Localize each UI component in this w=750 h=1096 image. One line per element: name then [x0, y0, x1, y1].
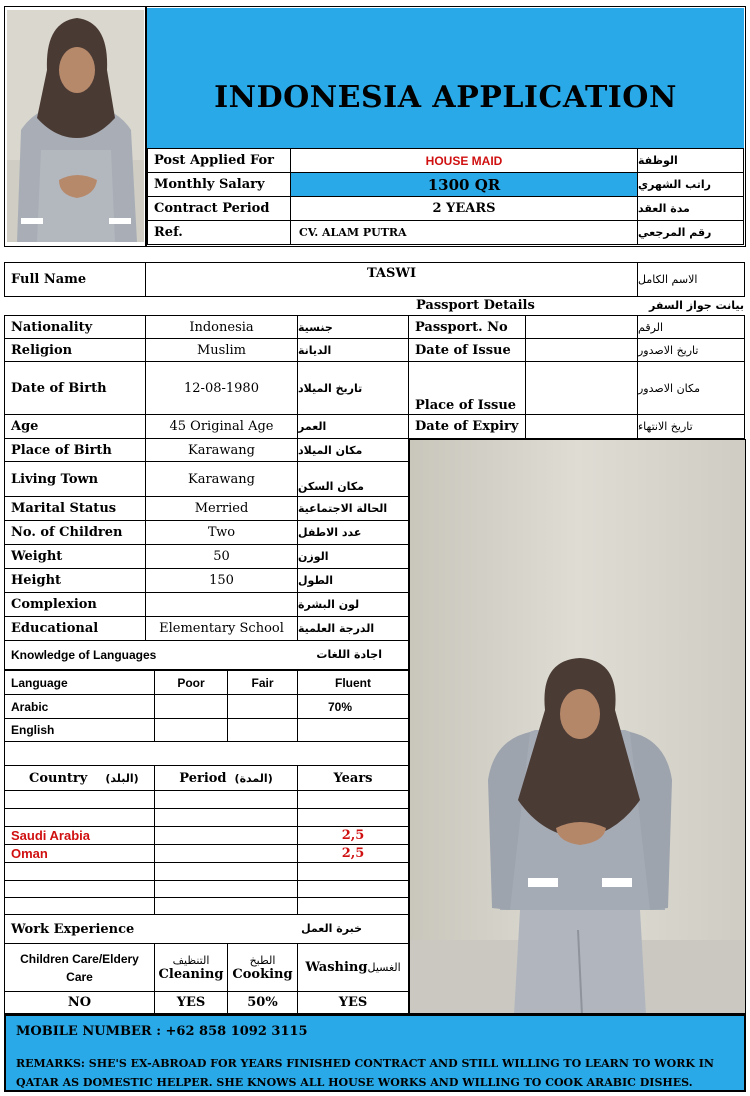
work-col-washing-en: Washing — [305, 960, 368, 975]
expiry-label: Date of Expiry — [408, 414, 526, 439]
abroad-years — [297, 808, 409, 827]
work-col-cooking — [227, 943, 298, 992]
age-value: 45 Original Age — [145, 414, 298, 439]
abroad-years — [297, 790, 409, 809]
lang-english-fluent — [297, 718, 409, 742]
religion-arabic: الديانة — [297, 338, 409, 362]
footer-box — [4, 1014, 746, 1092]
salary-label: Monthly Salary — [147, 172, 291, 197]
complexion-label: Complexion — [4, 592, 146, 617]
height-label: Height — [4, 568, 146, 593]
passport-title: Passport Details — [416, 298, 535, 313]
expiry-value — [525, 414, 638, 439]
woman-standing-icon — [410, 440, 746, 1014]
work-col-childcare — [4, 943, 155, 992]
abroad-period — [154, 790, 298, 809]
livingtown-arabic: مكان السكن — [297, 461, 409, 497]
passport-no-label: Passport. No — [408, 315, 526, 339]
lang-english-poor — [154, 718, 228, 742]
work-col-cooking-en: Cooking — [232, 966, 293, 982]
issue-date-value — [525, 338, 638, 362]
children-value: Two — [145, 520, 298, 545]
issue-place-label: Place of Issue — [408, 361, 526, 415]
abroad-years: 2,5 — [297, 826, 409, 845]
contract-arabic: مدة العقد — [637, 196, 744, 221]
birthplace-label: Place of Birth — [4, 438, 146, 462]
dob-value: 12-08-1980 — [145, 361, 298, 415]
lang-english-fair — [227, 718, 298, 742]
birthplace-value: Karawang — [145, 438, 298, 462]
ref-value: CV. ALAM PUTRA — [290, 220, 638, 245]
contract-value: 2 YEARS — [290, 196, 638, 221]
work-title-arabic: خبرة العمل — [301, 922, 362, 935]
nationality-arabic: جنسية — [297, 315, 409, 339]
weight-label: Weight — [4, 544, 146, 569]
abroad-header-country — [4, 765, 155, 791]
dob-arabic: تاريخ الميلاد — [297, 361, 409, 415]
issue-date-arabic: تاريخ الاصدور — [637, 338, 745, 362]
abroad-years — [297, 862, 409, 881]
children-label: No. of Children — [4, 520, 146, 545]
education-label: Educational — [4, 616, 146, 641]
issue-place-value — [525, 361, 638, 415]
religion-value: Muslim — [145, 338, 298, 362]
salary-arabic: راتب الشهري — [637, 172, 744, 197]
marital-label: Marital Status — [4, 496, 146, 521]
lang-arabic-fair — [227, 694, 298, 719]
age-label: Age — [4, 414, 146, 439]
abroad-header-period-ar: (المدة) — [234, 771, 273, 785]
abroad-years: 2,5 — [297, 844, 409, 863]
abroad-country — [4, 862, 155, 881]
salary-value: 1300 QR — [290, 172, 638, 197]
marital-value: Merried — [145, 496, 298, 521]
abroad-period — [154, 826, 298, 845]
mobile-number: MOBILE NUMBER : +62 858 1092 3115 — [16, 1024, 308, 1039]
abroad-header-country-en: Country — [29, 770, 88, 786]
birthplace-arabic: مكان الميلاد — [297, 438, 409, 462]
abroad-header-period-en: Period — [179, 770, 227, 786]
nationality-value: Indonesia — [145, 315, 298, 339]
abroad-header-period — [154, 765, 298, 791]
lang-arabic-fluent: 70% — [297, 694, 409, 719]
post-label: Post Applied For — [147, 148, 291, 173]
religion-label: Religion — [4, 338, 146, 362]
work-val-cleaning: YES — [154, 991, 228, 1014]
abroad-period — [154, 880, 298, 898]
languages-title-arabic: اجادة اللغات — [316, 648, 382, 661]
title-banner — [147, 8, 744, 148]
work-col-washing-ar: الغسيل — [367, 961, 401, 974]
ref-label: Ref. — [147, 220, 291, 245]
remarks: REMARKS: SHE'S EX-ABROAD FOR YEARS FINISHED CONTRACT AND STILL WILLING TO LEARN TO WORK IN QATAR AS DOMESTIC HELPER. SHE KNOWS ALL HOUSE WORKS AND WILLING TO COOK ARABIC DISHES. — [16, 1057, 714, 1089]
abroad-country — [4, 808, 155, 827]
children-arabic: عدد الاطفل — [297, 520, 409, 545]
woman-portrait-icon — [7, 10, 144, 242]
abroad-period — [154, 862, 298, 881]
work-col-cleaning-en: Cleaning — [158, 966, 224, 982]
post-arabic: الوظفة — [637, 148, 744, 173]
lang-row-english: English — [4, 718, 155, 742]
work-title: Work Experience — [11, 922, 135, 937]
portrait-photo — [7, 10, 144, 242]
abroad-period — [154, 808, 298, 827]
complexion-arabic: لون البشرة — [297, 592, 409, 617]
passport-title-arabic: بيانت جواز السفر — [649, 299, 744, 312]
marital-arabic: الحالة الاجتماعية — [297, 496, 409, 521]
education-arabic: الدرجة العلمية — [297, 616, 409, 641]
abroad-country — [4, 897, 155, 915]
height-arabic: الطول — [297, 568, 409, 593]
lang-header-fair: Fair — [227, 670, 298, 695]
work-col-cleaning-ar: التنظيف — [172, 953, 210, 967]
abroad-country: Oman — [4, 844, 155, 863]
ref-arabic: رقم المرجعي — [637, 220, 744, 245]
lang-row-arabic: Arabic — [4, 694, 155, 719]
abroad-country — [4, 880, 155, 898]
lang-header-poor: Poor — [154, 670, 228, 695]
weight-arabic: الوزن — [297, 544, 409, 569]
abroad-period — [154, 844, 298, 863]
post-value: HOUSE MAID — [290, 148, 638, 173]
full-body-photo — [409, 439, 746, 1014]
abroad-period — [154, 897, 298, 915]
fullname-arabic: الاسم الكامل — [637, 262, 745, 297]
work-col-cooking-ar: الطبخ — [249, 953, 276, 967]
work-col-washing — [297, 943, 409, 992]
page-title: INDONESIA APPLICATION — [214, 79, 677, 115]
age-arabic: العمر — [297, 414, 409, 439]
education-value: Elementary School — [145, 616, 298, 641]
weight-value: 50 — [145, 544, 298, 569]
issue-place-arabic: مكان الاصدور — [637, 361, 745, 415]
abroad-years — [297, 880, 409, 898]
abroad-header-years: Years — [297, 765, 409, 791]
spacer-row — [4, 741, 409, 766]
abroad-years — [297, 897, 409, 915]
contract-label: Contract Period — [147, 196, 291, 221]
lang-header-fluent: Fluent — [297, 670, 409, 695]
height-value: 150 — [145, 568, 298, 593]
livingtown-value: Karawang — [145, 461, 298, 497]
work-col-cleaning — [154, 943, 228, 992]
lang-arabic-poor — [154, 694, 228, 719]
dob-label: Date of Birth — [4, 361, 146, 415]
passport-no-arabic: الرقم — [637, 315, 745, 339]
expiry-arabic: تاريخ الانتهاء — [637, 414, 745, 439]
livingtown-label: Living Town — [4, 461, 146, 497]
fullname-label: Full Name — [4, 262, 146, 297]
nationality-label: Nationality — [4, 315, 146, 339]
work-val-childcare: NO — [4, 991, 155, 1014]
languages-title: Knowledge of Languages — [11, 648, 157, 662]
lang-header-language: Language — [4, 670, 155, 695]
work-col-childcare-label: Children Care/Eldery Care — [20, 951, 139, 984]
abroad-header-country-ar: (البلد) — [105, 771, 139, 785]
issue-date-label: Date of Issue — [408, 338, 526, 362]
work-val-washing: YES — [297, 991, 409, 1014]
abroad-country: Saudi Arabia — [4, 826, 155, 845]
fullname-value: TASWI — [145, 262, 638, 297]
abroad-country — [4, 790, 155, 809]
work-val-cooking: 50% — [227, 991, 298, 1014]
complexion-value — [145, 592, 298, 617]
passport-no-value — [525, 315, 638, 339]
